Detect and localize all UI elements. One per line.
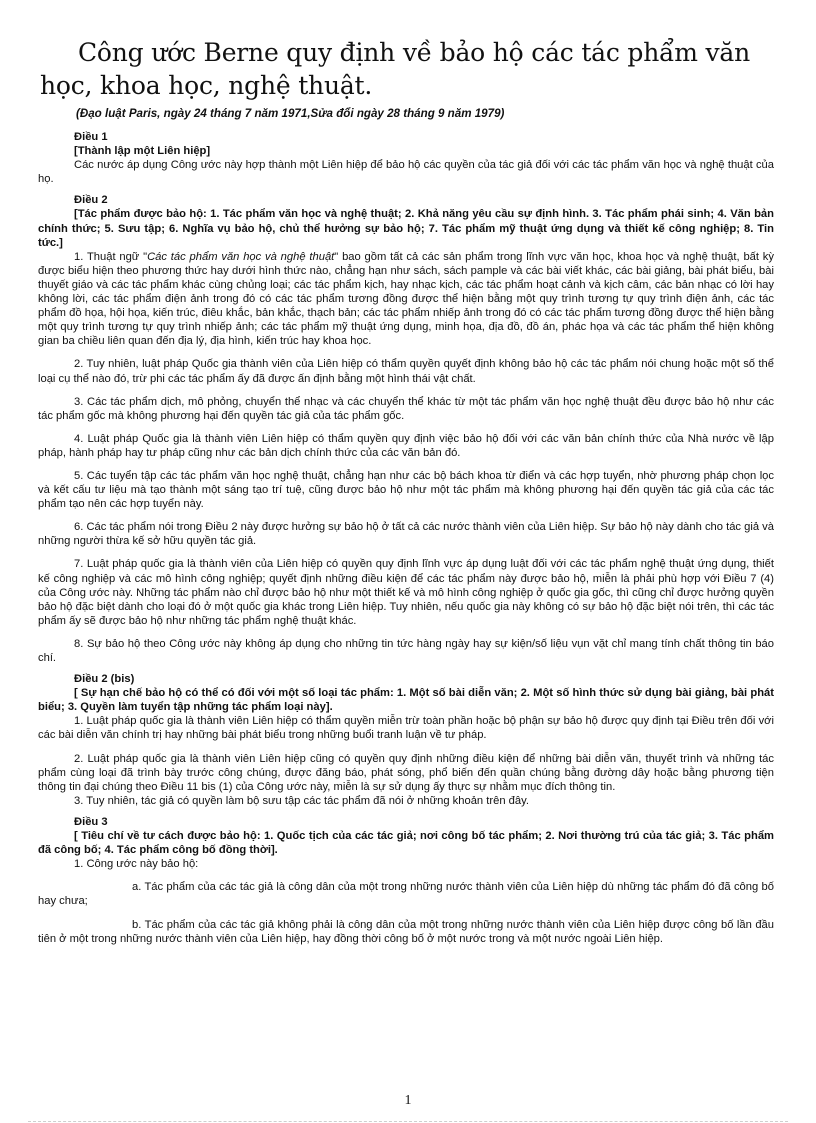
article-3-heading: Điều 3 [74,815,108,828]
article-2bis-heading: Điều 2 (bis) [74,673,135,686]
article-2-p1-start: 1. Thuật ngữ " [74,250,148,263]
document-subtitle: (Đạo luật Paris, ngày 24 tháng 7 năm 1971,Sửa đổi ngày 28 tháng 9 năm 1979) [76,107,505,120]
article-2bis-paragraph-2: 2. Luật pháp quốc gia là thành viên Liên hiệp cũng có quyền quy định những điều kiện để những bài diễn văn, thuyết trình và những tác phẩm cùng loại đã trình bày trước công chúng, được đăng báo, phát sóng, phổ biến đến quần chúng bằng đường dây hoặc bằng phương tiện thông tin đại chúng theo Điều 11 bis (1) của Công ước này, miễn là sự sử dụng ấy thực sự nhằm mục đích thông tin. [38,752,774,793]
article-1-subheading: [Thành lập một Liên hiệp] [74,145,211,158]
article-2bis-subheading: [ Sự hạn chế bảo hộ có thể có đối với một số loại tác phẩm: 1. Một số bài diễn văn; 2. Một số hình thức sử dụng bài giảng, bài phát biểu; 3. Quyền làm tuyển tập những tác phẩm loại này]. [38,687,774,714]
article-2-paragraph-7: 7. Luật pháp quốc gia là thành viên của Liên hiệp có quyền quy định lĩnh vực áp dụng luật đối với các tác phẩm nghệ thuật ứng dụng, thiết kế công nghiệp và các mô hình công nghiệp; quyết định những điều kiện để các tác phẩm này được bảo hộ, miễn là phải phù hợp với Điều 7 (4) của Công ước này. Những tác phẩm nào chỉ được bảo hộ như một thiết kế và mô hình công nghiệp ở quốc gia gốc, thì cũng chỉ được hưởng quyền bảo hộ đặc biệt dành cho loại đó ở một quốc gia khác trong Liên hiệp. Tuy nhiên, nếu quốc gia này không có sự bảo hộ đặc biệt nói trên, thì các tác phẩm ấy sẽ được bảo hộ như những tác phẩm nghệ thuật khác. [38,558,774,627]
article-3-paragraph-1: 1. Công ước này bảo hộ: [74,858,199,871]
article-2-paragraph-2: 2. Tuy nhiên, luật pháp Quốc gia thành viên của Liên hiệp có thẩm quyền quyết định không bảo hộ các tác phẩm nói chung hoặc một số thể loại cụ thể nào đó, trừ phi các tác phẩm ấy đã được ấn định bằng một hình thái vật chất. [38,358,774,385]
article-2-subheading: [Tác phẩm được bảo hộ: 1. Tác phẩm văn học và nghệ thuật; 2. Khả năng yêu cầu sự định hình. 3. Tác phẩm phái sinh; 4. Văn bản chính thức; 5. Sưu tập; 6. Nghĩa vụ bảo hộ, chủ thể hưởng sự bảo hộ; 7. Tác phẩm mỹ thuật ứng dụng và thiết kế công nghiệp; 8. Tin tức.] [38,208,774,249]
article-2-p1-rest: " bao gồm tất cả các sản phẩm trong lĩnh vực văn học, khoa học và nghệ thuật, bất kỳ được biểu hiện theo phương thức hay dưới hình thức nào, chẳng hạn như sách, sách pample và các bài viết khác, các bài giảng, bài phát biểu, bài thuyết giáo và các tác phẩm khác cùng chủng loại; các tác phẩm kịch, hay nhạc kịch, các tác phẩm hoạt cảnh và kịch câm, các bản nhạc có lời hay không lời, các tác phẩm điện ảnh trong đó có các tác phẩm tương đồng được thể hiện bằng một quy trình tương tự quy trình điện ảnh, các tác phẩm đồ họa, hội họa, kiến trúc, điêu khắc, bản khắc, thạch bản; các tác phẩm nhiếp ảnh trong đó có các tác phẩm tương đồng được thể hiện bằng một quy trình tương tự quy trình nhiếp ảnh; các tác phẩm mỹ thuật ứng dụng, minh họa, địa đồ, đồ án, phác họa và các tác phẩm thể hiện không gian ba chiều liên quan đến địa lý, địa hình, kiến trúc hay khoa học. [38,250,774,348]
article-2-paragraph-1 [38,250,774,349]
article-3-item-b: b. Tác phẩm của các tác giả không phải là công dân của một trong những nước thành viên của Liên hiệp được công bố lần đầu tiên ở một trong những nước thành viên của Liên hiệp, hay đồng thời công bố ở một nước trong và một nước ngoài Liên hiệp. [38,918,774,945]
article-2-paragraph-3: 3. Các tác phẩm dịch, mô phỏng, chuyển thể nhạc và các chuyển thể khác từ một tác phẩm văn học nghệ thuật đều được bảo hộ như các tác phẩm gốc mà không phương hại đến quyền tác giả của tác phẩm gốc. [38,395,774,422]
article-1-paragraph-1: Các nước áp dụng Công ước này hợp thành một Liên hiệp để bảo hộ các quyền của tác giả đối với các tác phẩm văn học và nghệ thuật của họ. [38,159,774,186]
article-2-paragraph-4: 4. Luật pháp Quốc gia là thành viên Liên hiệp có thẩm quyền quy định việc bảo hộ đối với các văn bản chính thức của Nhà nước về lập pháp, hành pháp hay tư pháp cũng như các bản dịch chính thức của các văn bản đó. [38,432,774,459]
article-2-heading: Điều 2 [74,194,108,207]
article-2-p1-term: Các tác phẩm văn học và nghệ thuật [147,250,335,263]
article-2bis-paragraph-1: 1. Luật pháp quốc gia là thành viên Liên hiệp có thẩm quyền miễn trừ toàn phần hoặc bộ phận sự bảo hộ được quy định tại Điều trên đối với các bài diễn văn chính trị hay những bài phát biểu trong những buổi tranh luận về tư pháp. [38,715,774,742]
article-2bis-paragraph-3: 3. Tuy nhiên, tác giả có quyền làm bộ sưu tập các tác phẩm đã nói ở những khoản trên đây. [74,794,529,807]
document-body [38,130,774,946]
article-3-item-a: a. Tác phẩm của các tác giả là công dân của một trong những nước thành viên của Liên hiệp dù những tác phẩm đó đã công bố hay chưa; [38,881,774,908]
article-3-subheading: [ Tiêu chí về tư cách được bảo hộ: 1. Quốc tịch của các tác giả; nơi công bố tác phẩm; 2. Nơi thường trú của tác giả; 3. Tác phẩm đã công bố; 4. Tác phẩm công bố đồng thời]. [38,830,774,857]
page-number: 1 [404,1093,412,1108]
article-2-paragraph-5: 5. Các tuyển tập các tác phẩm văn học nghệ thuật, chẳng hạn như các bộ bách khoa từ điển và các hợp tuyển, nhờ phương pháp chọn lọc và kết cấu tư liệu mà tạo thành một sáng tạo trí tuệ, cũng được bảo hộ như một tác phẩm mà không phương hại đến quyền tác giả của các tác phẩm tạo nên các hợp tuyển này. [38,469,774,511]
article-2-paragraph-6: 6. Các tác phẩm nói trong Điều 2 này được hưởng sự bảo hộ ở tất cả các nước thành viên của Liên hiệp. Sự bảo hộ này dành cho tác giả và những người thừa kế sở hữu quyền tác giả. [38,521,774,548]
page-bottom-divider [28,1121,788,1122]
article-1-heading: Điều 1 [74,131,108,143]
article-2-paragraph-8: 8. Sự bảo hộ theo Công ước này không áp dụng cho những tin tức hàng ngày hay sự kiện/số liệu vụn vặt chỉ mang tính chất thông tin báo chí. [38,637,774,664]
document-title: Công ước Berne quy định về bảo hộ các tác phẩm văn học, khoa học, nghệ thuật. [40,38,751,100]
